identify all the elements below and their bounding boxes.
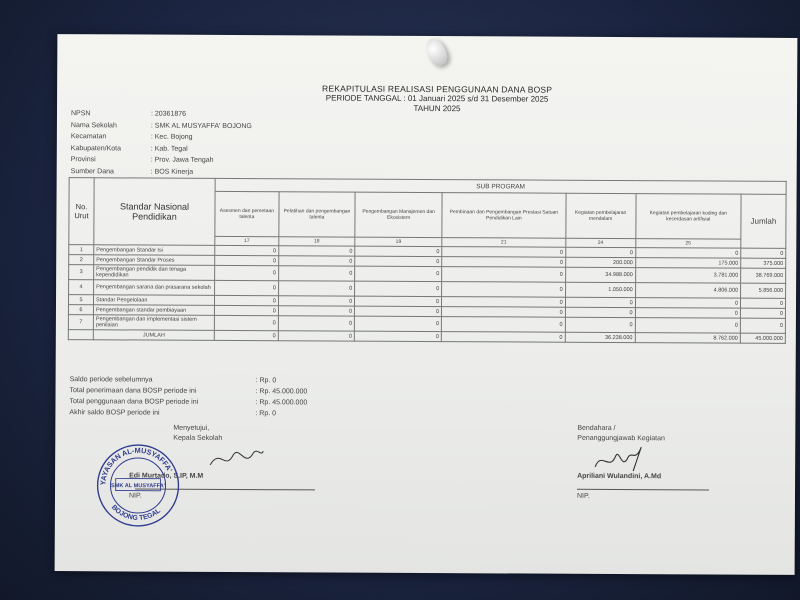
stamp-outer-text: YAYASAN AL-MUSYAFFA' <box>98 445 175 486</box>
cell-value: 175.000 <box>635 258 740 269</box>
handwritten-signature <box>205 443 265 473</box>
cell-jumlah: 38.769.000 <box>741 268 786 283</box>
program-header: Asesmen dan pemetaan talenta <box>215 191 279 236</box>
total-value: 8.762.000 <box>635 333 740 344</box>
row-no: 1 <box>69 245 94 255</box>
cell-value: 0 <box>635 308 740 319</box>
cell-value: 0 <box>355 246 442 256</box>
cell-value: 0 <box>442 297 566 308</box>
identity-value: : Prov. Jawa Tengah <box>150 156 214 165</box>
row-name: Pengembangan dan implementasi sistem penilaian <box>93 315 214 331</box>
row-name: Pengembangan pendidik dan tenaga kependidikan <box>94 265 215 281</box>
cell-value: 0 <box>442 257 566 268</box>
total-no-cell <box>68 330 93 340</box>
cell-jumlah: 5.856.000 <box>741 283 786 298</box>
cell-value: 0 <box>355 256 442 266</box>
identity-value: : SMK AL MUSYAFFA' BOJONG <box>150 122 252 130</box>
identity-label: Sumber Dana <box>70 167 114 176</box>
cell-value: 0 <box>278 316 354 331</box>
treasurer-title: Bendahara / <box>577 424 616 432</box>
summary-value: : Rp. 0 <box>255 377 277 385</box>
cell-value: 0 <box>565 307 635 317</box>
row-name: Pengembangan sarana dan prasarana sekolah <box>94 280 215 296</box>
row-name: Pengembangan Standar Proses <box>94 255 215 266</box>
cell-value: 0 <box>565 317 635 332</box>
principal-name: Edi Murtado, S.IP, M.M <box>129 472 204 480</box>
program-code: 19 <box>355 237 442 246</box>
summary-label: Saldo periode sebelumnya <box>69 376 153 384</box>
cell-value: 0 <box>278 266 354 281</box>
row-no: 2 <box>69 255 94 265</box>
identity-label: Kecamatan <box>70 133 107 141</box>
program-code: 17 <box>215 236 279 245</box>
stamp-inner-text: SMK AL MUSYAFFA' <box>110 483 166 490</box>
document-page <box>55 34 798 575</box>
saldo-summary <box>69 374 335 419</box>
svg-text:YAYASAN AL-MUSYAFFA' <box>98 446 174 486</box>
handwritten-signature <box>591 441 651 475</box>
cell-value: 0 <box>355 306 442 316</box>
program-header: Pengembangan Manajemen dan Ekosistem <box>355 192 442 237</box>
summary-label: Akhir saldo BOSP periode ini <box>69 409 160 417</box>
cell-value: 0 <box>215 280 279 295</box>
cell-value: 3.781.000 <box>635 268 740 284</box>
cell-value: 0 <box>278 281 354 296</box>
identity-value: : BOS Kinerja <box>150 168 194 176</box>
total-value: 0 <box>441 332 565 343</box>
identity-label: NPSN <box>70 110 91 118</box>
column-header-standar: Standar Nasional Pendidikan <box>94 178 215 246</box>
cell-jumlah: 0 <box>740 308 785 318</box>
cell-value: 0 <box>635 298 740 309</box>
program-code: 18 <box>279 237 355 246</box>
cell-value: 0 <box>565 247 635 257</box>
cell-value: 0 <box>355 316 442 331</box>
principal-nip: NIP. <box>128 492 142 500</box>
program-header: Pembinaan dan Pengembangan Prestasi Satuan Pendidikan Lain <box>442 193 566 239</box>
program-header: Pelatihan dan pengembangan talenta <box>279 192 356 237</box>
program-code: 21 <box>442 238 566 248</box>
summary-label: Total penggunaan dana BOSP periode ini <box>69 398 199 406</box>
summary-value: : Rp. 45.000.000 <box>255 399 308 407</box>
row-no: 5 <box>68 295 93 305</box>
row-name: Standar Pengelolaan <box>93 295 214 306</box>
cell-value: 0 <box>215 265 279 280</box>
identity-row <box>71 154 252 166</box>
identity-label: Nama Sekolah <box>70 121 117 130</box>
total-jumlah: 45.000.000 <box>740 333 785 343</box>
summary-label: Total penerimaan dana BOSP periode ini <box>69 387 197 395</box>
row-no: 7 <box>68 315 93 330</box>
column-header-jumlah: Jumlah <box>741 194 786 248</box>
cell-value: 34.988.000 <box>565 267 635 282</box>
cell-value: 0 <box>442 247 566 258</box>
total-value: 36.238.000 <box>565 332 635 342</box>
cell-value: 0 <box>279 246 355 256</box>
cell-value: 0 <box>214 295 278 305</box>
pushpin-icon <box>422 36 450 69</box>
signature-bendahara <box>577 425 777 516</box>
row-no: 3 <box>69 265 94 280</box>
cell-value: 0 <box>215 245 279 255</box>
cell-jumlah: 375.000 <box>741 258 786 268</box>
total-value: 0 <box>214 330 278 340</box>
cell-value: 0 <box>442 267 566 283</box>
realisasi-table <box>68 177 787 344</box>
identity-label: Provinsi <box>70 156 96 164</box>
program-header: Kegiatan pembelajaran koding dan kecerdasan artifisial <box>636 194 742 240</box>
identity-value: : Kec. Bojong <box>150 133 193 142</box>
cell-value: 0 <box>441 317 565 333</box>
identity-value: : Kab. Tegal <box>150 145 188 153</box>
total-value: 0 <box>354 331 441 341</box>
cell-value: 0 <box>214 305 278 315</box>
identity-row <box>71 108 252 120</box>
school-stamp <box>95 442 181 528</box>
row-no: 4 <box>69 280 94 295</box>
stamp-bottom-text: BOJONG TEGAL <box>109 503 162 522</box>
cell-value: 200.000 <box>565 257 635 267</box>
cell-value: 4.806.000 <box>635 283 740 299</box>
row-no: 6 <box>68 305 93 315</box>
summary-value: : Rp. 0 <box>255 410 277 418</box>
document-title <box>237 83 637 115</box>
title-line-2: PERIODE TANGGAL : 01 Januari 2025 s/d 31 Desember 2025 <box>325 93 549 104</box>
cell-jumlah: 0 <box>741 248 786 258</box>
cell-jumlah: 0 <box>740 298 785 308</box>
cell-value: 0 <box>355 266 442 281</box>
identity-row <box>71 166 252 178</box>
signature-kepala-sekolah <box>75 424 335 522</box>
cell-value: 0 <box>565 297 635 307</box>
cell-jumlah: 0 <box>740 318 785 333</box>
title-line-3: TAHUN 2025 <box>413 103 461 114</box>
cell-value: 1.050.000 <box>565 282 635 297</box>
total-value: 0 <box>278 331 354 341</box>
treasurer-name: Apriliani Wulandini, A.Md <box>577 472 662 481</box>
cell-value: 0 <box>355 296 442 306</box>
cell-value: 0 <box>635 318 740 334</box>
treasurer-nip: NIP. <box>576 492 590 500</box>
school-identity <box>71 108 252 178</box>
cell-value: 0 <box>442 282 566 298</box>
cell-value: 0 <box>278 296 354 306</box>
identity-row <box>71 120 252 132</box>
column-header-subprogram: SUB PROGRAM <box>215 178 786 194</box>
cell-value: 0 <box>215 255 279 265</box>
row-name: Pengembangan Standar Isi <box>94 245 215 256</box>
identity-row <box>71 131 252 143</box>
program-code: 24 <box>565 238 635 247</box>
column-header-no: No. Urut <box>69 178 94 245</box>
cell-value: 0 <box>635 248 740 259</box>
title-line-1: REKAPITULASI REALISASI PENGGUNAAN DANA BOSP <box>322 83 553 95</box>
cell-value: 0 <box>278 306 354 316</box>
cell-value: 0 <box>214 315 278 330</box>
treasurer-role: Penanggungjawab Kegiatan <box>577 434 665 443</box>
identity-value: : 20361876 <box>150 110 187 118</box>
total-label: JUMLAH <box>93 330 214 341</box>
cell-value: 0 <box>279 256 355 266</box>
approval-label: Menyetujui, <box>173 424 210 432</box>
signature-line <box>577 489 709 491</box>
summary-row <box>69 407 335 419</box>
program-code: 25 <box>635 239 740 249</box>
summary-value: : Rp. 45.000.000 <box>255 388 308 396</box>
cell-value: 0 <box>355 281 442 296</box>
principal-title: Kepala Sekolah <box>173 434 223 442</box>
row-name: Pengembangan standar pembiayaan <box>93 305 214 316</box>
program-header: Kegiatan pembelajaran mendalam <box>566 193 636 238</box>
identity-label: Kabupaten/Kota <box>70 144 122 153</box>
cell-value: 0 <box>442 307 566 318</box>
identity-row <box>71 143 252 155</box>
